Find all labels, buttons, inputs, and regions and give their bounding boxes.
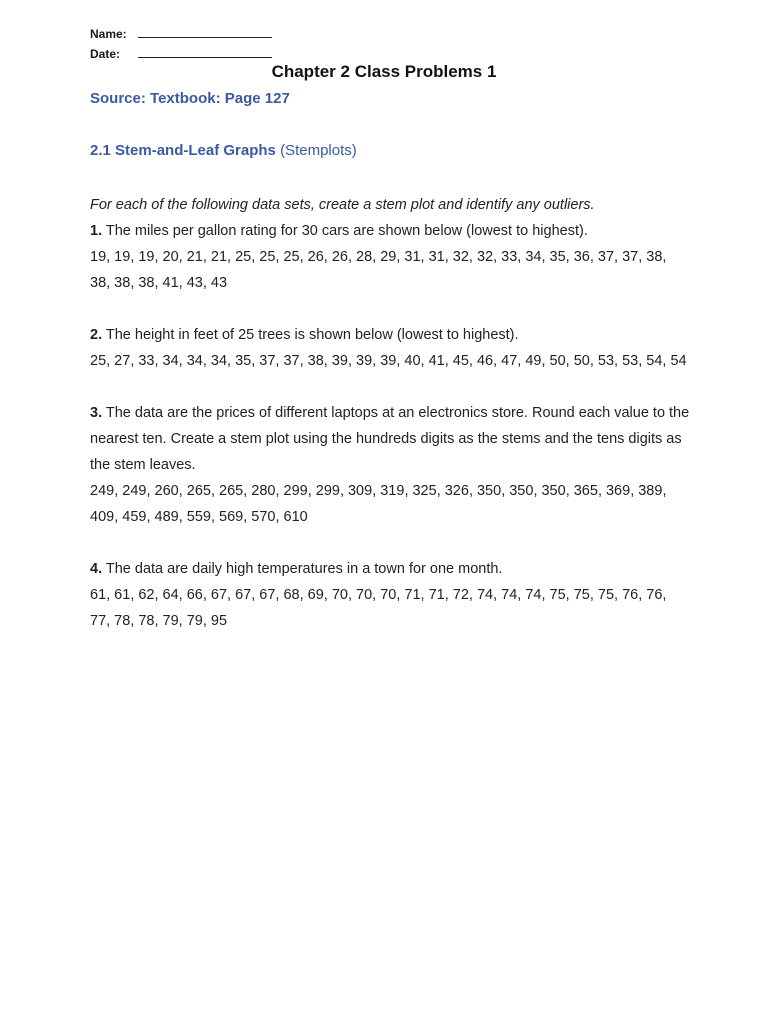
section-heading-paren: (Stemplots): [280, 142, 357, 159]
problem-1: [90, 218, 690, 296]
problem-text: The data are daily high temperatures in a town for one month.: [105, 561, 503, 577]
section-heading-text: 2.1 Stem-and-Leaf Graphs: [90, 142, 276, 159]
name-label: Name:: [90, 27, 127, 41]
problem-2: [90, 322, 690, 374]
problem-data: 249, 249, 260, 265, 265, 280, 299, 299, 309, 319, 325, 326, 350, 350, 350, 365, 369, 389, 409, 459, 489, 559, 569, 570, 610: [90, 483, 667, 525]
problem-2-statement: [90, 322, 690, 348]
section-heading: [90, 142, 357, 159]
problem-text: The data are the prices of different laptops at an electronics store. Round each value to the nearest ten. Create a stem plot using the hundreds digits as the stems and the tens digits as the stem leaves.: [90, 405, 690, 473]
problem-3-statement: [90, 400, 690, 478]
problem-4-statement: [90, 556, 690, 582]
date-blank-line: [138, 44, 272, 58]
problem-number: 1.: [90, 223, 103, 239]
problem-number: 3.: [90, 405, 103, 421]
problem-data: 19, 19, 19, 20, 21, 21, 25, 25, 25, 26, 26, 28, 29, 31, 31, 32, 32, 33, 34, 35, 36, 37, 37, 38, 38, 38, 38, 41, 43, 43: [90, 249, 667, 291]
page-title: Chapter 2 Class Problems 1: [271, 62, 497, 81]
problem-data: 61, 61, 62, 64, 66, 67, 67, 67, 68, 69, 70, 70, 70, 71, 71, 72, 74, 74, 74, 75, 75, 75, 76, 76, 77, 78, 78, 79, 79, 95: [90, 587, 667, 629]
problem-1-statement: [90, 218, 690, 244]
problem-number: 4.: [90, 561, 103, 577]
source-line: Source: Textbook: Page 127: [90, 90, 290, 107]
problems-content: [90, 192, 690, 660]
problem-text: The height in feet of 25 trees is shown below (lowest to highest).: [105, 327, 519, 343]
problem-3: [90, 400, 690, 530]
name-row: [90, 24, 272, 44]
problem-data: 25, 27, 33, 34, 34, 34, 35, 37, 37, 38, 39, 39, 39, 40, 41, 45, 46, 47, 49, 50, 50, 53, 53, 54, 54: [90, 353, 687, 369]
problem-text: The miles per gallon rating for 30 cars are shown below (lowest to highest).: [105, 223, 588, 239]
instructions-text: For each of the following data sets, create a stem plot and identify any outliers.: [90, 197, 595, 213]
name-blank-line: [138, 24, 272, 38]
problem-4: [90, 556, 690, 634]
date-label: Date:: [90, 47, 121, 61]
date-row: [90, 44, 272, 64]
problem-number: 2.: [90, 327, 103, 343]
header-fields: [90, 24, 272, 64]
